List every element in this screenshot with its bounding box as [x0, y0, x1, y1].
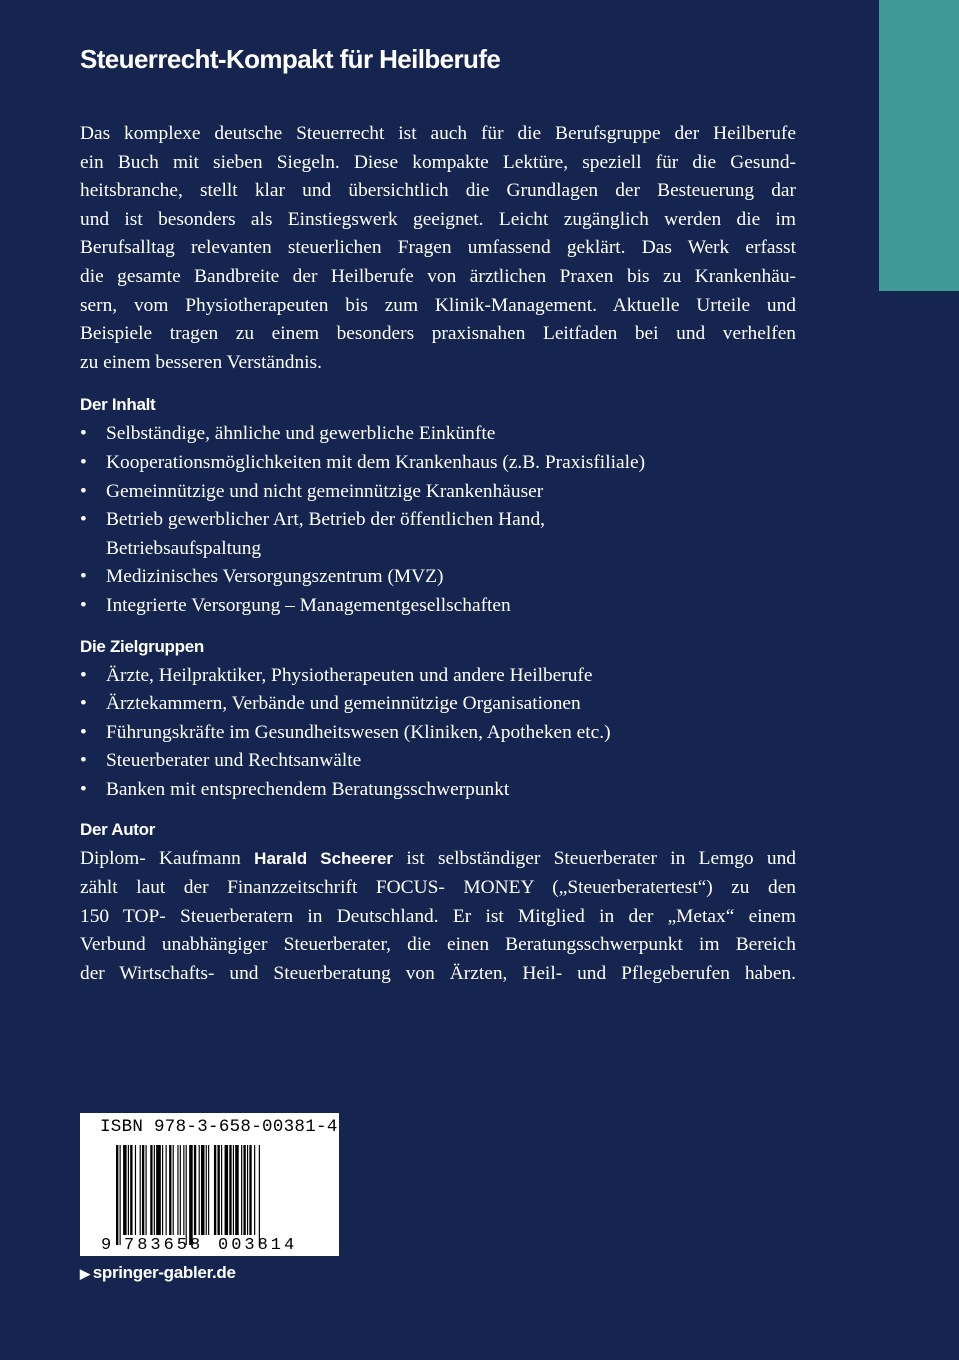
barcode-bar	[243, 1145, 245, 1235]
list-item-text: Betrieb gewerblicher Art, Betrieb der öffentlichen Hand,	[106, 509, 545, 531]
bullet-icon: •	[80, 750, 87, 772]
barcode-box	[80, 1113, 339, 1256]
list-item-text: Ärzte, Heilpraktiker, Physiotherapeuten und andere Heilberufe	[106, 664, 593, 686]
author-name: Harald Scheerer	[254, 849, 394, 869]
list-item-text: Medizinisches Versorgungszentrum (MVZ)	[106, 566, 444, 588]
book-title: Steuerrecht-Kompakt für Heilberufe	[80, 44, 501, 74]
barcode-bars	[116, 1145, 260, 1245]
teal-accent-tab	[879, 0, 959, 291]
barcode-bar	[162, 1145, 163, 1235]
list-item-text: Selbständige, ähnliche und gewerbliche Einkünfte	[106, 423, 496, 445]
intro-line: und ist besonders als Einstiegswerk geeignet. Leicht zugänglich werden die im	[80, 208, 796, 230]
list-item	[80, 662, 796, 691]
barcode-bar	[206, 1145, 207, 1235]
list-item	[80, 719, 796, 748]
barcode-bar	[214, 1145, 216, 1235]
bullet-icon: •	[80, 721, 87, 743]
barcode-bar	[229, 1145, 231, 1235]
intro-line: sern, vom Physiotherapeuten bis zum Klinik-Management. Aktuelle Urteile und	[80, 294, 796, 316]
barcode-bar	[169, 1145, 171, 1235]
bullet-icon: •	[80, 509, 87, 531]
inhalt-heading: Der Inhalt	[80, 395, 156, 415]
barcode-digit-first: 9	[101, 1236, 112, 1255]
barcode-bar	[135, 1145, 136, 1235]
list-item-text: Gemeinnützige und nicht gemeinnützige Krankenhäuser	[106, 480, 544, 502]
list-item-text: Banken mit entsprechendem Beratungsschwerpunkt	[106, 778, 510, 800]
barcode-bar	[116, 1145, 118, 1245]
bullet-icon: •	[80, 664, 87, 686]
author-line: der Wirtschafts- und Steuerberatung von Ärzten, Heil- und Pflegeberufen haben.	[80, 962, 796, 984]
barcode-bar	[189, 1145, 193, 1245]
intro-line: zu einem besseren Verständnis.	[80, 351, 322, 373]
barcode-bar	[128, 1145, 129, 1235]
list-item-text: Steuerberater und Rechtsanwälte	[106, 750, 362, 772]
barcode-bar	[241, 1145, 242, 1235]
barcode-bar	[120, 1145, 121, 1245]
barcode-bar	[247, 1145, 248, 1235]
isbn-label: ISBN 978-3-658-00381-4	[100, 1117, 338, 1137]
intro-line: ein Buch mit sieben Siegeln. Diese kompakte Lektüre, speziell für die Gesund-	[80, 151, 796, 173]
zielgruppen-list	[80, 662, 796, 805]
intro-line: Berufsalltag relevanten steuerlichen Fragen umfassend geklärt. Das Werk erfasst	[80, 237, 796, 259]
barcode-bar	[208, 1145, 209, 1235]
arrow-right-icon: ▶	[80, 1266, 90, 1281]
list-item-text: Integrierte Versorgung – Managementgesellschaften	[106, 594, 511, 616]
list-item	[80, 592, 796, 621]
barcode-bar	[130, 1145, 132, 1235]
list-item-text: Führungskräfte im Gesundheitswesen (Kliniken, Apotheken etc.)	[106, 721, 611, 743]
barcode-bar	[146, 1145, 147, 1235]
barcode-bar	[217, 1145, 219, 1235]
list-item	[80, 506, 796, 563]
author-line: zählt laut der Finanzzeitschrift FOCUS- MONEY („Steuerberatertest“) zu den	[80, 877, 796, 899]
author-line	[80, 845, 796, 874]
list-item	[80, 449, 796, 478]
back-cover-content	[80, 120, 796, 988]
barcode-bar	[221, 1145, 222, 1235]
website-link[interactable]	[80, 1263, 236, 1283]
barcode-bar	[123, 1145, 127, 1235]
list-item	[80, 690, 796, 719]
bullet-icon: •	[80, 693, 87, 715]
inhalt-list	[80, 420, 796, 620]
bullet-icon: •	[80, 566, 87, 588]
author-paragraph	[80, 845, 796, 988]
intro-line: heitsbranche, stellt klar und übersichtlich die Grundlagen der Besteuerung dar	[80, 180, 796, 202]
barcode-bar	[259, 1145, 260, 1245]
bullet-icon: •	[80, 778, 87, 800]
zielgruppen-heading: Die Zielgruppen	[80, 636, 204, 656]
bullet-icon: •	[80, 451, 87, 473]
barcode-bar	[154, 1145, 155, 1235]
barcode-bar	[199, 1145, 200, 1235]
bullet-icon: •	[80, 594, 87, 616]
barcode-bar	[249, 1145, 251, 1235]
list-item-text: Kooperationsmöglichkeiten mit dem Krankenhaus (z.B. Praxisfiliale)	[106, 451, 646, 473]
barcode-bar	[140, 1145, 141, 1235]
list-item	[80, 747, 796, 776]
list-item	[80, 478, 796, 507]
list-item-text: Ärztekammern, Verbände und gemeinnützige Organisationen	[106, 693, 581, 715]
list-item	[80, 420, 796, 449]
website-url: springer-gabler.de	[92, 1263, 236, 1282]
author-line: Verbund unabhängiger Steuerberater, die einen Beratungsschwerpunkt im Bereich	[80, 934, 796, 956]
barcode-digits-right: 003814	[218, 1236, 298, 1255]
barcode-bar	[173, 1145, 174, 1235]
barcode-bar	[180, 1145, 181, 1235]
barcode-bar	[166, 1145, 167, 1235]
author-prefix: Diplom- Kaufmann	[80, 848, 241, 870]
barcode-bar	[142, 1145, 144, 1235]
barcode-bar	[156, 1145, 161, 1235]
barcode-digits-left: 783658	[124, 1236, 204, 1255]
barcode-bar	[194, 1145, 196, 1235]
barcode-bar	[201, 1145, 205, 1235]
list-item-text-continued: Betriebsaufspaltung	[106, 537, 262, 559]
author-suffix: ist selbständiger Steuerberater in Lemgo und	[406, 848, 796, 870]
list-item	[80, 776, 796, 805]
bullet-icon: •	[80, 480, 87, 502]
autor-heading: Der Autor	[80, 820, 156, 840]
intro-line: Beispiele tragen zu einem besonders praxisnahen Leitfaden bei und verhelfen	[80, 323, 796, 345]
barcode-bar	[225, 1145, 229, 1235]
author-line: 150 TOP- Steuerberatern in Deutschland. Er ist Mitglied in der „Metax“ einem	[80, 905, 796, 927]
barcode-bar	[233, 1145, 234, 1235]
intro-line: Das komplexe deutsche Steuerrecht ist auch für die Berufsgruppe der Heilberufe	[80, 123, 796, 144]
list-item	[80, 563, 796, 592]
intro-paragraph	[80, 120, 796, 377]
barcode-bar	[254, 1145, 255, 1235]
intro-line: die gesamte Bandbreite der Heilberufe von ärztlichen Praxen bis zu Krankenhäu-	[80, 265, 796, 287]
barcode-bar	[150, 1145, 152, 1235]
barcode	[80, 1113, 339, 1256]
barcode-bar	[186, 1145, 187, 1245]
barcode-bar	[183, 1145, 184, 1235]
bullet-icon: •	[80, 423, 87, 445]
barcode-bar	[177, 1145, 178, 1235]
barcode-bar	[235, 1145, 239, 1235]
